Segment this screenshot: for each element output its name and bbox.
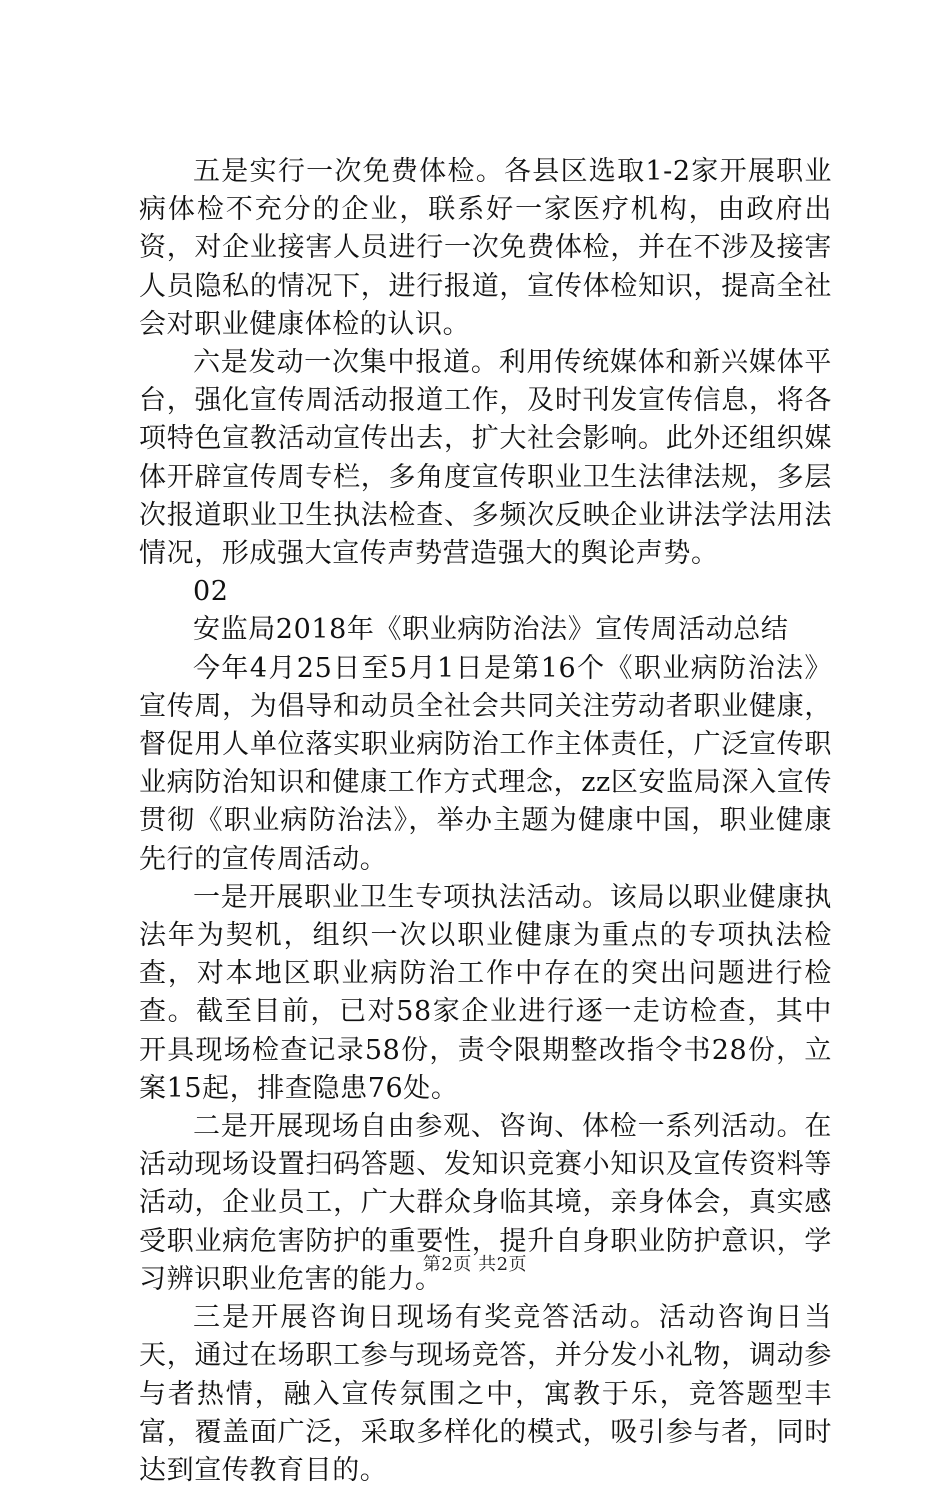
paragraph-enforcement: 一是开展职业卫生专项执法活动。该局以职业健康执法年为契机，组织一次以职业健康为重点的专项执法检查，对本地区职业病防治工作中存在的突出问题进行检查。截至目前，已对58家企业进行逐一走访检查，其中开具现场检查记录58份，责令限期整改指令书28份，立案15起，排查隐患76处。 [139,881,832,1104]
page-footer: 第2页 共2页 [422,1254,528,1275]
paragraph-media-coverage: 六是发动一次集中报道。利用传统媒体和新兴媒体平台，强化宣传周活动报道工作，及时刊发宣传信息，将各项特色宣教活动宣传出去，扩大社会影响。此外还组织媒体开辟宣传周专栏，多角度宣传职业卫生法律法规，多层次报道职业卫生执法检查、多频次反映企业讲法学法用法情况，形成强大宣传声势营造强大的舆论声势。 [139,347,832,570]
paragraph-free-health-check: 五是实行一次免费体检。各县区选取1-2家开展职业病体检不充分的企业，联系好一家医疗机构，由政府出资，对企业接害人员进行一次免费体检，并在不涉及接害人员隐私的情况下，进行报道，宣传体检知识，提高全社会对职业健康体检的认识。 [139,156,832,340]
document-body [139,153,832,1490]
paragraph-quiz-activity: 三是开展咨询日现场有奖竞答活动。活动咨询日当天，通过在场职工参与现场竞答，并分发小礼物，调动参与者热情，融入宣传氛围之中，寓教于乐，竞答题型丰富，覆盖面广泛，采取多样化的模式，吸引参与者，同时达到宣传教育目的。 [139,1302,832,1486]
paragraph-onsite-activities: 二是开展现场自由参观、咨询、体检一系列活动。在活动现场设置扫码答题、发知识竞赛小知识及宣传资料等活动，企业员工，广大群众身临其境，亲身体会，真实感受职业病危害防护的重要性，提升自身职业防护意识，学习辨识职业危害的能力。 [139,1111,832,1295]
section-number: 02 [193,576,229,608]
section-title: 安监局2018年《职业病防治法》宣传周活动总结 [193,614,789,646]
paragraph-intro: 今年4月25日至5月1日是第16个《职业病防治法》宣传周，为倡导和动员全社会共同关注劳动者职业健康，督促用人单位落实职业病防治工作主体责任，广泛宣传职业病防治知识和健康工作方式理念，zz区安监局深入宣传贯彻《职业病防治法》，举办主题为健康中国，职业健康先行的宣传周活动。 [139,652,832,875]
